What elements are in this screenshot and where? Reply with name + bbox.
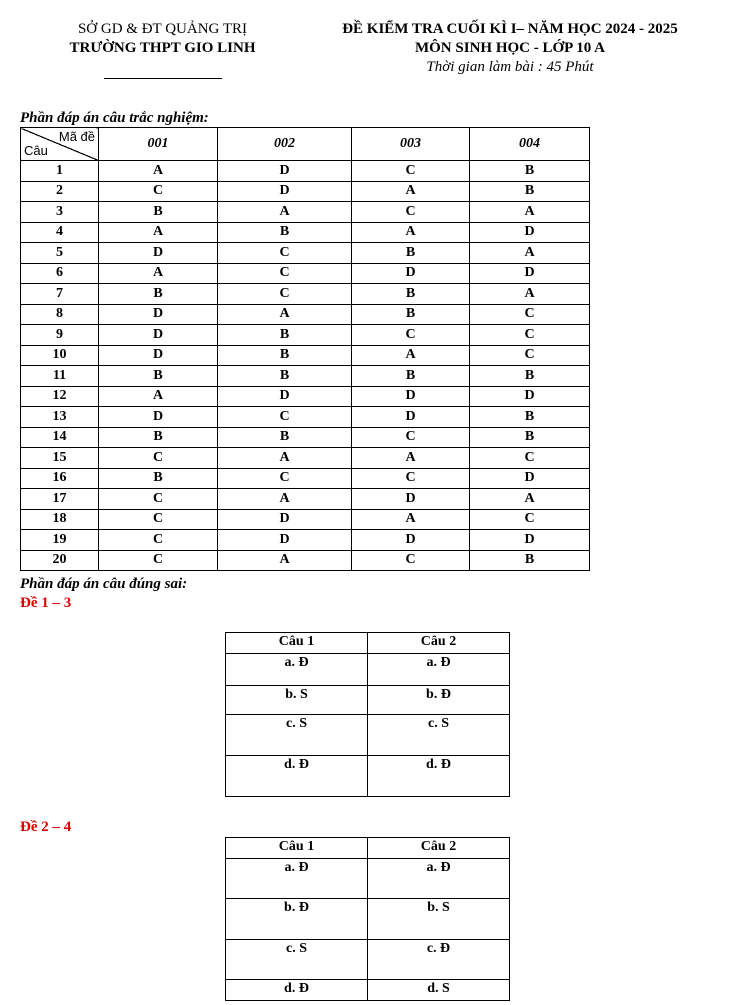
corner-cell xyxy=(21,128,99,161)
table-row xyxy=(21,530,590,551)
answer-cell: D xyxy=(470,468,590,489)
question-number: 7 xyxy=(21,284,99,305)
tf-cell: d. Đ xyxy=(368,756,510,797)
answer-cell: C xyxy=(99,530,218,551)
answer-cell: B xyxy=(99,202,218,223)
tf-cell: a. Đ xyxy=(368,654,510,686)
question-number: 20 xyxy=(21,550,99,571)
answer-cell: A xyxy=(352,222,470,243)
question-number: 19 xyxy=(21,530,99,551)
tf-row xyxy=(226,859,510,899)
question-number: 13 xyxy=(21,407,99,428)
answer-cell: A xyxy=(470,284,590,305)
answer-cell: A xyxy=(99,222,218,243)
tf-cell: c. Đ xyxy=(368,940,510,980)
header-left xyxy=(30,20,295,79)
mcq-answer-table xyxy=(20,127,590,571)
question-number: 1 xyxy=(21,161,99,182)
answer-cell: C xyxy=(470,345,590,366)
table-row xyxy=(21,325,590,346)
tf-header-row xyxy=(226,838,510,859)
answer-cell: A xyxy=(99,386,218,407)
subject-line: MÔN SINH HỌC - LỚP 10 A xyxy=(414,40,605,56)
answer-cell: C xyxy=(352,427,470,448)
answer-cell: B xyxy=(218,345,352,366)
tf-cell: b. Đ xyxy=(368,686,510,715)
table-row xyxy=(21,509,590,530)
answer-cell: C xyxy=(352,550,470,571)
answer-cell: A xyxy=(470,489,590,510)
answer-cell: B xyxy=(470,407,590,428)
answer-cell: B xyxy=(470,550,590,571)
answer-cell: D xyxy=(218,181,352,202)
answer-cell: B xyxy=(470,366,590,387)
answer-cell: D xyxy=(470,386,590,407)
answer-cell: D xyxy=(99,243,218,264)
answer-cell: D xyxy=(99,407,218,428)
answer-cell: D xyxy=(218,386,352,407)
tf-cell: c. S xyxy=(226,940,368,980)
answer-cell: B xyxy=(218,366,352,387)
answer-cell: A xyxy=(470,243,590,264)
question-number: 11 xyxy=(21,366,99,387)
tf-row xyxy=(226,940,510,980)
answer-cell: B xyxy=(470,181,590,202)
answer-cell: C xyxy=(99,509,218,530)
table-row xyxy=(21,468,590,489)
answer-cell: C xyxy=(99,489,218,510)
tf-cell: a. Đ xyxy=(226,654,368,686)
exam-code-header: 003 xyxy=(352,128,470,161)
tf-cell: d. S xyxy=(368,980,510,1001)
answer-cell: B xyxy=(99,468,218,489)
table-row xyxy=(21,222,590,243)
question-number: 2 xyxy=(21,181,99,202)
question-number: 4 xyxy=(21,222,99,243)
exam-code-header: 001 xyxy=(99,128,218,161)
question-number: 16 xyxy=(21,468,99,489)
answer-cell: D xyxy=(470,530,590,551)
answer-cell: C xyxy=(470,304,590,325)
header-divider xyxy=(104,78,222,79)
mcq-section-title: Phần đáp án câu trắc nghiệm: xyxy=(20,110,209,126)
answer-cell: A xyxy=(352,181,470,202)
answer-cell: D xyxy=(352,386,470,407)
question-number: 6 xyxy=(21,263,99,284)
tf-row xyxy=(226,899,510,940)
question-number: 14 xyxy=(21,427,99,448)
tf-cell: c. S xyxy=(226,715,368,756)
answer-cell: D xyxy=(352,407,470,428)
answer-cell: C xyxy=(218,284,352,305)
question-number: 10 xyxy=(21,345,99,366)
exam-code-header: 004 xyxy=(470,128,590,161)
table-row xyxy=(21,284,590,305)
answer-cell: C xyxy=(99,181,218,202)
answer-cell: C xyxy=(470,325,590,346)
true-false-table xyxy=(225,632,510,797)
question-number: 17 xyxy=(21,489,99,510)
mcq-table-body xyxy=(21,161,590,571)
table-row xyxy=(21,386,590,407)
tf-row xyxy=(226,686,510,715)
answer-cell: B xyxy=(470,161,590,182)
answer-cell: C xyxy=(352,325,470,346)
tf-row xyxy=(226,980,510,1001)
table-row xyxy=(21,243,590,264)
tf-cell: b. Đ xyxy=(226,899,368,940)
table-row xyxy=(21,181,590,202)
answer-cell: A xyxy=(352,345,470,366)
question-number: 3 xyxy=(21,202,99,223)
tf-cell: d. Đ xyxy=(226,980,368,1001)
answer-cell: C xyxy=(218,468,352,489)
answer-cell: A xyxy=(218,550,352,571)
answer-cell: A xyxy=(352,509,470,530)
answer-cell: D xyxy=(218,161,352,182)
answer-cell: C xyxy=(470,448,590,469)
table-row xyxy=(21,202,590,223)
duration-line: Thời gian làm bài : 45 Phút xyxy=(426,59,594,75)
answer-cell: C xyxy=(352,202,470,223)
answer-cell: D xyxy=(218,509,352,530)
tf-cell: a. Đ xyxy=(368,859,510,899)
answer-cell: A xyxy=(218,202,352,223)
question-number: 15 xyxy=(21,448,99,469)
answer-cell: B xyxy=(99,427,218,448)
answer-cell: B xyxy=(99,284,218,305)
table-row xyxy=(21,427,590,448)
answer-cell: D xyxy=(470,222,590,243)
answer-cell: B xyxy=(218,325,352,346)
answer-cell: B xyxy=(352,284,470,305)
tf-header-cell: Câu 2 xyxy=(368,633,510,654)
table-row xyxy=(21,489,590,510)
answer-cell: C xyxy=(99,448,218,469)
answer-cell: D xyxy=(352,263,470,284)
question-number: 18 xyxy=(21,509,99,530)
true-false-section-title: Phần đáp án câu đúng sai: xyxy=(20,576,188,592)
answer-cell: C xyxy=(470,509,590,530)
tf-header-cell: Câu 1 xyxy=(226,633,368,654)
tf-cell: a. Đ xyxy=(226,859,368,899)
tf-header-cell: Câu 2 xyxy=(368,838,510,859)
answer-cell: A xyxy=(218,489,352,510)
answer-cell: A xyxy=(218,448,352,469)
true-false-table xyxy=(225,837,510,1001)
table-row xyxy=(21,550,590,571)
tf-cell: c. S xyxy=(368,715,510,756)
answer-cell: C xyxy=(218,263,352,284)
answer-cell: A xyxy=(99,263,218,284)
answer-cell: A xyxy=(218,304,352,325)
tf-row xyxy=(226,654,510,686)
school-name: TRƯỜNG THPT GIO LINH xyxy=(69,40,256,56)
group-label: Đề 2 – 4 xyxy=(20,819,72,835)
answer-cell: B xyxy=(352,304,470,325)
answer-cell: C xyxy=(99,550,218,571)
table-row xyxy=(21,304,590,325)
answer-cell: D xyxy=(99,304,218,325)
answer-cell: C xyxy=(352,468,470,489)
tf-cell: b. S xyxy=(368,899,510,940)
question-number: 5 xyxy=(21,243,99,264)
answer-cell: B xyxy=(218,222,352,243)
question-number: 8 xyxy=(21,304,99,325)
answer-cell: B xyxy=(218,427,352,448)
answer-cell: D xyxy=(352,530,470,551)
table-row xyxy=(21,448,590,469)
tf-row xyxy=(226,756,510,797)
table-row xyxy=(21,366,590,387)
table-row xyxy=(21,345,590,366)
tf-header-row xyxy=(226,633,510,654)
tf-cell: b. S xyxy=(226,686,368,715)
answer-cell: B xyxy=(99,366,218,387)
answer-cell: D xyxy=(352,489,470,510)
answer-cell: B xyxy=(352,366,470,387)
question-number: 9 xyxy=(21,325,99,346)
group-label: Đề 1 – 3 xyxy=(20,595,72,611)
corner-top-label: Mã đề xyxy=(58,129,95,144)
answer-cell: C xyxy=(218,407,352,428)
tf-cell: d. Đ xyxy=(226,756,368,797)
answer-cell: B xyxy=(470,427,590,448)
answer-cell: A xyxy=(470,202,590,223)
answer-cell: D xyxy=(99,325,218,346)
exam-title: ĐỀ KIỂM TRA CUỐI KÌ I– NĂM HỌC 2024 - 2025 xyxy=(342,21,678,37)
answer-cell: A xyxy=(99,161,218,182)
answer-cell: B xyxy=(352,243,470,264)
answer-cell: C xyxy=(352,161,470,182)
answer-cell: A xyxy=(352,448,470,469)
answer-cell: C xyxy=(218,243,352,264)
table-row xyxy=(21,263,590,284)
exam-code-header: 002 xyxy=(218,128,352,161)
department-name: SỞ GD & ĐT QUẢNG TRỊ xyxy=(77,21,248,37)
answer-cell: D xyxy=(218,530,352,551)
table-row xyxy=(21,407,590,428)
tf-row xyxy=(226,715,510,756)
corner-bottom-label: Câu xyxy=(24,143,48,158)
table-row xyxy=(21,161,590,182)
question-number: 12 xyxy=(21,386,99,407)
answer-cell: D xyxy=(470,263,590,284)
mcq-header-row xyxy=(21,128,590,161)
tf-header-cell: Câu 1 xyxy=(226,838,368,859)
header-right xyxy=(305,20,715,77)
answer-cell: D xyxy=(99,345,218,366)
